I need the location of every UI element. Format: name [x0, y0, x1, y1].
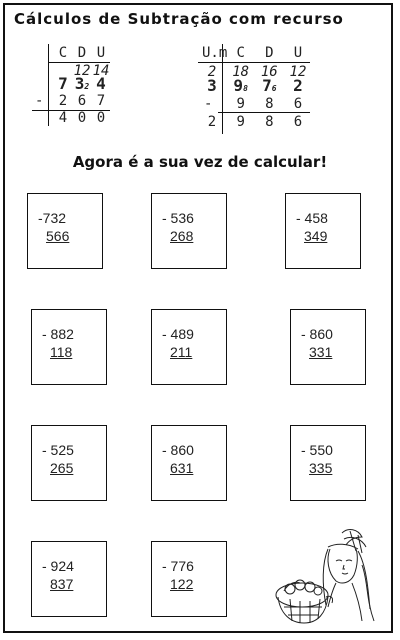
problem-minuend: - 776 — [162, 558, 194, 574]
problem-box-1[interactable] — [27, 193, 103, 269]
problem-box-7[interactable] — [31, 425, 107, 501]
place-value-headers: U.m C D U — [202, 45, 303, 61]
subtrahend-row: 9 8 6 — [236, 96, 303, 112]
problem-box-6[interactable] — [290, 309, 366, 385]
example-subtraction-2 — [198, 44, 310, 134]
subtrahend-row: 2 6 7 — [58, 93, 106, 109]
problem-subtrahend: 837 — [50, 576, 74, 592]
problem-box-2[interactable] — [151, 193, 227, 269]
worksheet-title: Cálculos de Subtração com recurso — [14, 10, 344, 28]
problem-subtrahend: 211 — [170, 344, 193, 360]
minus-sign: - — [35, 93, 44, 109]
problem-subtrahend: 268 — [170, 228, 194, 244]
place-value-headers: C D U — [58, 45, 106, 61]
borrow-row: 12 14 — [73, 63, 110, 79]
result-row: 2 9 8 6 — [207, 114, 303, 130]
minus-sign: - — [204, 96, 213, 112]
problem-subtrahend: 566 — [46, 228, 70, 244]
problem-subtrahend: 349 — [304, 228, 328, 244]
problem-minuend: -732 — [38, 210, 67, 226]
problem-minuend: - 525 — [42, 442, 74, 458]
minuend-row: 3 98 76 2 — [207, 76, 303, 95]
problem-box-8[interactable] — [151, 425, 227, 501]
problem-box-4[interactable] — [31, 309, 107, 385]
result-row: 4 0 0 — [58, 110, 106, 126]
header-rule — [198, 62, 310, 63]
problem-box-11[interactable] — [151, 541, 227, 617]
problem-box-9[interactable] — [290, 425, 366, 501]
problem-minuend: - 458 — [296, 210, 328, 226]
problem-subtrahend: 331 — [309, 344, 333, 360]
problem-minuend: - 860 — [162, 442, 194, 458]
problem-minuend: - 860 — [301, 326, 333, 342]
girl-with-basket-illustration — [270, 525, 385, 630]
problem-minuend: - 924 — [42, 558, 74, 574]
problem-minuend: - 536 — [162, 210, 194, 226]
problem-minuend: - 489 — [162, 326, 194, 342]
vertical-rule — [48, 44, 49, 126]
result-rule — [218, 112, 310, 113]
problem-box-3[interactable] — [285, 193, 361, 269]
minuend-row: 7 32 4 — [58, 74, 106, 93]
problem-subtrahend: 631 — [170, 460, 194, 476]
problem-minuend: - 550 — [301, 442, 333, 458]
problem-minuend: - 882 — [42, 326, 74, 342]
problem-box-5[interactable] — [151, 309, 227, 385]
problem-subtrahend: 265 — [50, 460, 74, 476]
problem-subtrahend: 122 — [170, 576, 194, 592]
problem-subtrahend: 118 — [50, 344, 73, 360]
problem-box-10[interactable] — [31, 541, 107, 617]
borrow-row: 2 18 16 12 — [207, 64, 307, 80]
problem-subtrahend: 335 — [309, 460, 333, 476]
example-subtraction-1 — [32, 44, 110, 126]
instruction-heading: Agora é a sua vez de calcular! — [72, 153, 328, 171]
